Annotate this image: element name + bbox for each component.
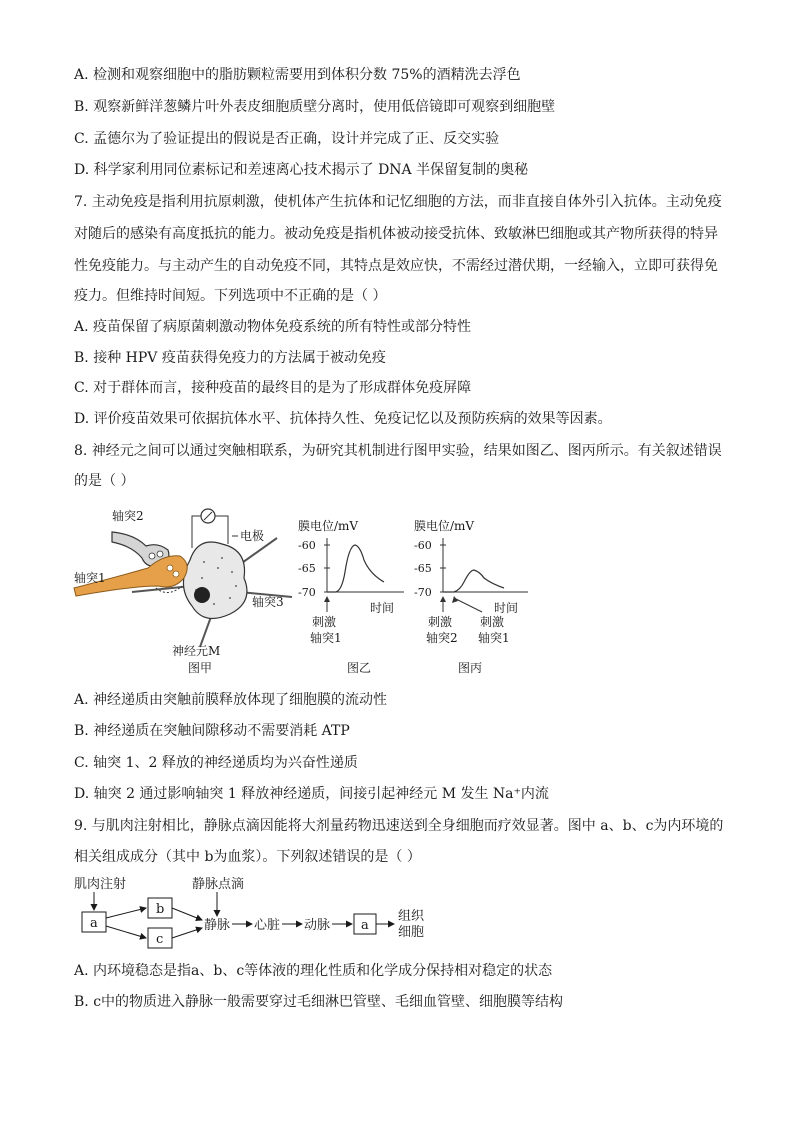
q8-option-d: D. 轴突 2 通过影响轴突 1 释放神经递质，间接引起神经元 M 发生 Na⁺内流 (74, 786, 549, 802)
label-axon3: 轴突3 (252, 595, 284, 609)
label-tissue-1: 组织 (398, 909, 425, 924)
label-axon1: 轴突1 (74, 571, 106, 585)
bing-tick-70: -70 (414, 586, 432, 599)
label-heart: 心脏 (254, 918, 281, 933)
q7-stem-line-3: 性免疫能力。与主动产生的自动免疫不同，其特点是效应快，不需经过潜伏期，一经输入，立即可获得免 (74, 258, 718, 274)
q9-stem-line-2: 相关组成成分（其中 b为血浆）。下列叙述错误的是（ ） (74, 849, 421, 865)
caption-jia: 图甲 (188, 661, 213, 675)
yi-stim-1: 刺激 (312, 615, 337, 629)
label-axon2: 轴突2 (112, 509, 144, 523)
label-box-a: a (90, 916, 98, 931)
q8-option-a: A. 神经递质由突触前膜释放体现了细胞膜的流动性 (74, 692, 388, 708)
neuron-m-body (183, 542, 246, 619)
label-box-b: b (156, 902, 165, 917)
q7-stem-line-2: 对随后的感染有高度抵抗的能力。被动免疫是指机体被动接受抗体、致敏淋巴细胞或其产物所获得的特异 (74, 226, 718, 242)
label-artery: 动脉 (304, 918, 331, 933)
yi-stim-2: 轴突1 (310, 631, 342, 645)
caption-bing: 图丙 (458, 661, 483, 675)
bing-tick-65: -65 (414, 562, 432, 575)
bing-curve (443, 570, 504, 592)
bing-stim-b-2: 轴突1 (478, 631, 510, 645)
q7-option-a: A. 疫苗保留了病原菌刺激动物体免疫系统的所有特性或部分特性 (74, 319, 472, 335)
label-neuron-m: 神经元M (172, 644, 221, 658)
yi-tick-60: -60 (298, 539, 316, 552)
yi-tick-70: -70 (298, 586, 316, 599)
bing-stim-a-1: 刺激 (428, 615, 453, 629)
q7-option-c: C. 对于群体而言，接种疫苗的最终目的是为了形成群体免疫屏障 (74, 380, 472, 396)
label-iv-drip: 静脉点滴 (192, 877, 245, 892)
figure-bing (408, 512, 538, 678)
yi-curve (327, 545, 384, 592)
bing-ylabel: 膜电位/mV (414, 519, 475, 533)
figure-injection-flow (72, 872, 452, 952)
label-im-injection: 肌肉注射 (74, 877, 127, 892)
q9-stem-line-1: 9. 与肌肉注射相比，静脉点滴因能将大剂量药物迅速送到全身细胞而疗效显著。图中 a、b、c为内环境的 (74, 818, 724, 834)
q6-option-c: C. 孟德尔为了验证提出的假说是否正确，设计并完成了正、反交实验 (74, 131, 500, 147)
label-box-a2: a (361, 918, 369, 933)
q6-option-a: A. 检测和观察细胞中的脂肪颗粒需要用到体积分数 75%的酒精洗去浮色 (74, 67, 521, 83)
label-vein: 静脉 (204, 918, 231, 933)
q9-option-b: B. c中的物质进入静脉一般需要穿过毛细淋巴管壁、毛细血管壁、细胞膜等结构 (74, 994, 564, 1010)
label-tissue-2: 细胞 (398, 925, 425, 940)
q6-option-d: D. 科学家利用同位素标记和差速离心技术揭示了 DNA 半保留复制的奥秘 (74, 162, 529, 178)
q7-option-d: D. 评价疫苗效果可依据抗体水平、抗体持久性、免疫记忆以及预防疾病的效果等因素。 (74, 411, 612, 427)
figure-jia (72, 502, 298, 678)
q9-option-a: A. 内环境稳态是指a、b、c等体液的理化性质和化学成分保持相对稳定的状态 (74, 963, 553, 979)
yi-ylabel: 膜电位/mV (298, 519, 359, 533)
q7-stem-line-4: 疫力。但维持时间短。下列选项中不正确的是（ ） (74, 288, 387, 304)
yi-xlabel: 时间 (370, 601, 395, 615)
bing-stim-b-1: 刺激 (480, 615, 505, 629)
q7-stem-line-1: 7. 主动免疫是指利用抗原刺激，使机体产生抗体和记忆细胞的方法，而非直接自体外引入抗体。主动免疫 (74, 194, 722, 210)
q8-option-b: B. 神经递质在突触间隙移动不需要消耗 ATP (74, 723, 350, 739)
label-electrode: 电极 (240, 529, 265, 543)
bing-stim-a-2: 轴突2 (426, 631, 458, 645)
q7-option-b: B. 接种 HPV 疫苗获得免疫力的方法属于被动免疫 (74, 350, 386, 366)
q8-option-c: C. 轴突 1、2 释放的神经递质均为兴奋性递质 (74, 755, 358, 771)
bing-xlabel: 时间 (494, 601, 519, 615)
q8-stem-line-1: 8. 神经元之间可以通过突触相联系，为研究其机制进行图甲实验，结果如图乙、图丙所示。有关叙述错误 (74, 443, 722, 459)
caption-yi: 图乙 (347, 661, 372, 675)
yi-tick-65: -65 (298, 562, 316, 575)
q6-option-b: B. 观察新鲜洋葱鳞片叶外表皮细胞质壁分离时，使用低倍镜即可观察到细胞壁 (74, 99, 556, 115)
q8-stem-line-2: 的是（ ） (74, 473, 135, 489)
nucleus (194, 587, 210, 603)
figure-yi (292, 512, 412, 678)
label-box-c: c (156, 932, 164, 947)
bing-tick-60: -60 (414, 539, 432, 552)
